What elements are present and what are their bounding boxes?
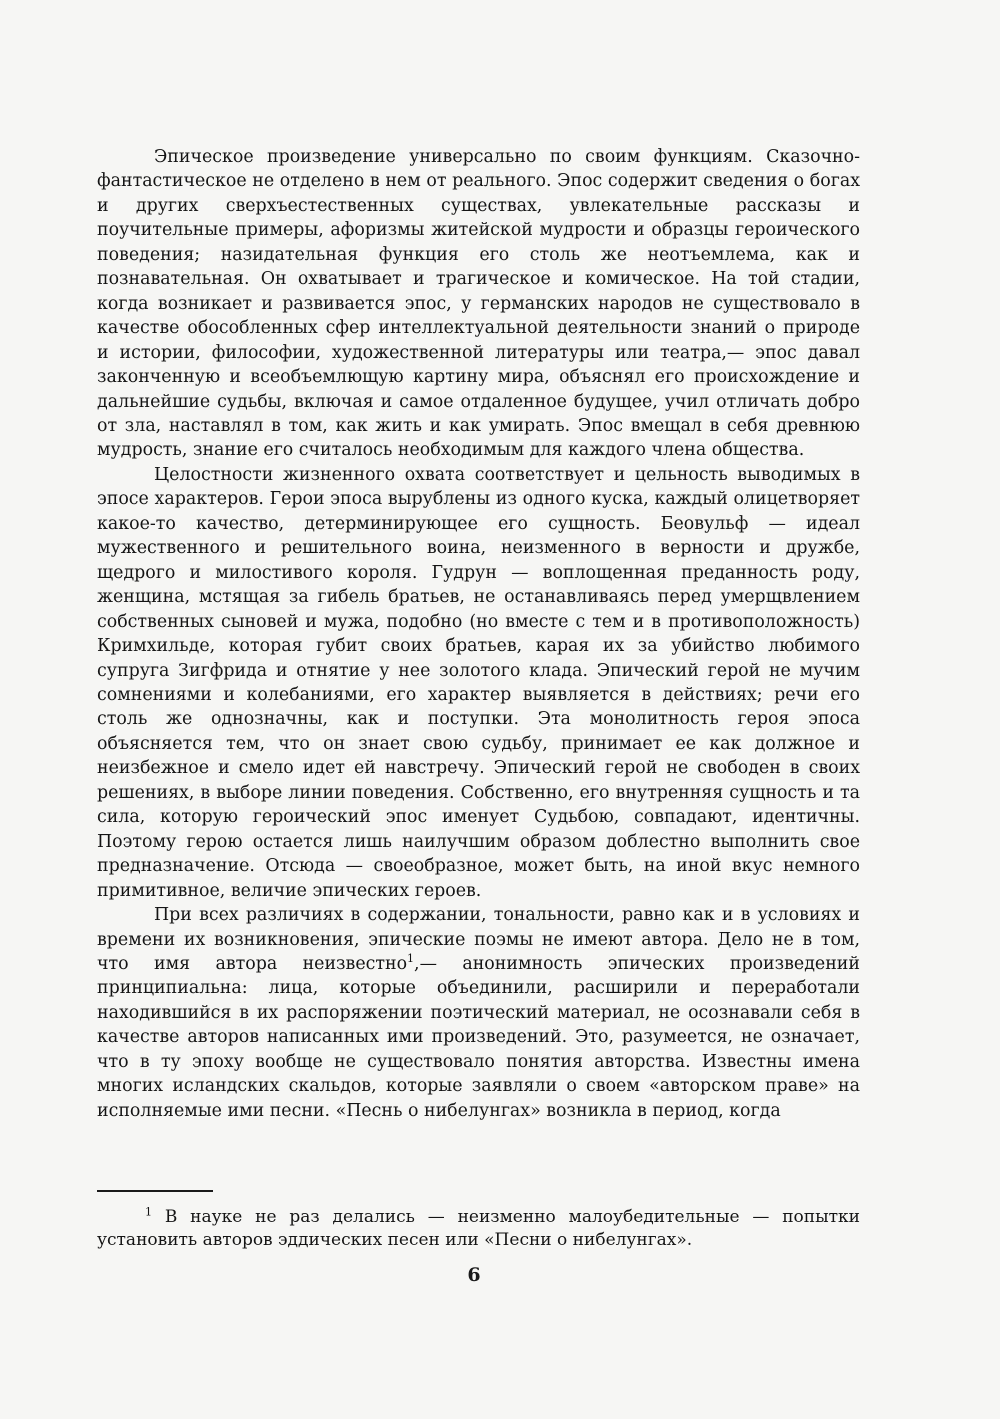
body-text [97, 145, 860, 1123]
paragraph-3-text-before-note: При всех различиях в содержании, тональности, равно как и в условиях и времени их возникновения, эпические поэмы не имеют автора. Дело не в том, что имя автора неизвестно [97, 905, 860, 974]
footnote-text: В науке не раз делались — неизменно малоубедительные — попытки установить авторов эддических песен или «Песни о нибелунгах». [97, 1207, 860, 1250]
paragraph-1: Эпическое произведение универсально по своим функциям. Сказочно-фантастическое не отделено в нем от реального. Эпос содержит сведения о богах и других сверхъестественных существах, увлекательные рассказы и поучительные примеры, афоризмы житейской мудрости и образцы героического поведения; назидательная функция его столь же неотъемлема, как и познавательная. Он охватывает и трагическое и комическое. На той стадии, когда возникает и развивается эпос, у германских народов не существовало в качестве обособленных сфер интеллектуальной деятельности знаний о природе и истории, философии, художественной литературы или театра,— эпос давал законченную и всеобъемлющую картину мира, объяснял его происхождение и дальнейшие судьбы, включая и самое отдаленное будущее, учил отличать добро от зла, наставлял в том, как жить и как умирать. Эпос вмещал в себя древнюю мудрость, знание его считалось необходимым для каждого члена общества. [97, 147, 860, 461]
footnote-reference[interactable]: 1 [407, 952, 415, 966]
footnote [97, 1206, 860, 1252]
footnote-mark: 1 [145, 1205, 152, 1219]
page-number: 6 [467, 1264, 481, 1286]
paragraph-3 [97, 903, 860, 1123]
paragraph-2: Целостности жизненного охвата соответствует и цельность выводимых в эпосе характеров. Герои эпоса вырублены из одного куска, каждый олицетворяет какое-то качество, детерминирующее его сущность. Беовульф — идеал мужественного и решительного воина, неизменного в верности и дружбе, щедрого и милостивого короля. Гудрун — воплощенная преданность роду, женщина, мстящая за гибель братьев, не останавливаясь перед умерщвлением собственных сыновей и мужа, подобно (но вместе с тем и в противоположность) Кримхильде, которая губит своих братьев, карая их за убийство любимого супруга Зигфрида и отнятие у нее золотого клада. Эпический герой не мучим сомнениями и колебаниями, его характер выявляется в действиях; речи его столь же однозначны, как и поступки. Эта монолитность героя эпоса объясняется тем, что он знает свою судьбу, принимает ее как должное и неизбежное и смело идет ей навстречу. Эпический герой не свободен в своих решениях, в выборе линии поведения. Собственно, его внутренняя сущность и та сила, которую героический эпос именует Судьбою, совпадают, идентичны. Поэтому герою остается лишь наилучшим образом доблестно выполнить свое предназначение. Отсюда — своеобразное, может быть, на иной вкус немного примитивное, величие эпических героев. [97, 464, 860, 901]
footnote-separator [97, 1190, 213, 1192]
paragraph-3-text-after-note: ,— анонимность эпических произведений принципиальна: лица, которые объединили, расширили и переработали находившийся в их распоряжении поэтический материал, не осознавали себя в качестве авторов написанных ими произведений. Это, разумеется, не означает, что в ту эпоху вообще не существовало понятия авторства. Известны имена многих исландских скальдов, которые заявляли о своем «авторском праве» на исполняемые ими песни. «Песнь о нибелунгах» возникла в период, когда [97, 953, 860, 1121]
